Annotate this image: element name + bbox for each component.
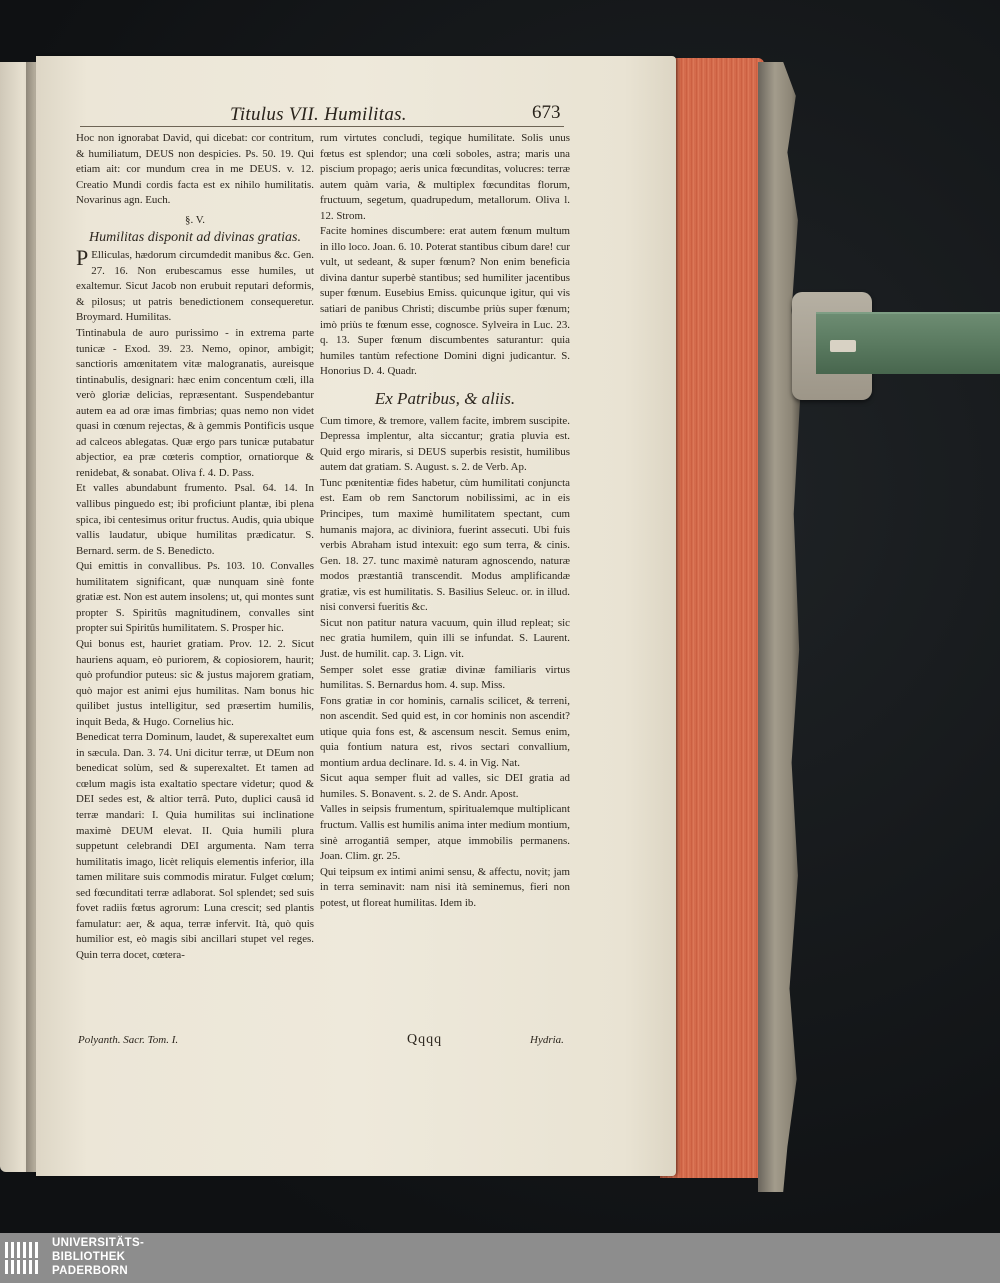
- paragraph: Sicut non patitur natura vacuum, quin illud repleat; sic nec gratia humilem, quin illi se infundat. S. Laurent. Just. de humilit. cap. 3. Lign. vit.: [320, 616, 570, 660]
- worn-book-cover: [758, 62, 800, 1192]
- paragraph: rum virtutes concludi, tegique humilitate. Solis unus fœtus est splendor; una cœli soboles, astra; maris una piscium propago; aeris unica fœcunditas, volucres: terræ autem quàm varia, & multiplex fœcunditas florum, fructuum, segetum, quadrupedum, metallorum. Oliva l. 12. Strom.: [320, 132, 570, 222]
- drop-cap: P: [76, 245, 89, 271]
- left-text-column: [76, 131, 314, 963]
- catchword: Hydria.: [530, 1034, 564, 1046]
- library-logo-icon: [3, 1238, 43, 1278]
- running-head: Titulus VII. Humilitas.: [230, 104, 407, 125]
- paragraph: Valles in seipsis frumentum, spiritualemque multiplicant fructum. Vallis est humilis anima inter medium montium, sinè arrogantiâ semper, atque immobilis permanens. Joan. Clim. gr. 25.: [320, 803, 570, 863]
- library-footer-bar: [0, 1233, 1000, 1283]
- signature-mark: Qqqq: [407, 1032, 443, 1047]
- section-number: §. V.: [185, 213, 205, 226]
- page-number: 673: [532, 102, 561, 123]
- paragraph: Et valles abundabunt frumento. Psal. 64. 14. In vallibus pinguedo est; ibi proficiunt plantæ, ibi plena spica, ibi centesimus oritur fructus. Audis, quia ubique vallis laudatur, ubique humilitas prædicatur. S. Bernard. serm. de S. Benedicto.: [76, 482, 314, 557]
- paragraph: Sicut aqua semper fluit ad valles, sic DEI gratia ad humiles. S. Bonavent. s. 2. de S. Andr. Apost.: [320, 772, 570, 800]
- library-name-line: PADERBORN: [52, 1265, 128, 1277]
- section-heading: Humilitas disponit ad divinas gratias.: [89, 230, 301, 246]
- paragraph: Facite homines discumbere: erat autem fœnum multum in illo loco. Joan. 6. 10. Poterat stantibus cibum dare! cur vult, ut sedeant, & super fœnum? Non enim beneficia divina dantur superbè stantibus; sed humiliter jacentibus super fœnum. Eusebius Emiss. quicunque igitur, qui vis satiari de panibus Christi; discumbe priùs super fœnum; imò priùs te fœnum esse, cognosce. Sylveira in Luc. 23. q. 13. Super fœnum discumbentes saturantur: quia humiles tantùm refectione Domini digni judicantur. S. Honorius D. 4. Quadr.: [320, 225, 570, 378]
- fathers-heading: Ex Patribus, & aliis.: [374, 388, 516, 408]
- head-rule: [80, 126, 564, 127]
- library-name: [52, 1236, 144, 1278]
- library-name-line: BIBLIOTHEK: [52, 1251, 126, 1263]
- library-name-line: UNIVERSITÄTS-: [52, 1237, 145, 1249]
- paragraph: Fons gratiæ in cor hominis, carnalis scilicet, & terreni, non ascendit. Sed quid est, in cor hominis non ascendit? utique quia fons est, & ascensum nescit. Semus enim, quia fontium natura est, rivos sectari convallium, montium ardua declinare. Id. s. 4. in Vig. Nat.: [320, 694, 570, 769]
- paragraph: Tunc pœnitentiæ fides habetur, cùm humilitati conjuncta est. Eam ob rem Sanctorum nobilissimi, ac in eis Principes, tum maximè humilitatem spectant, cum humanis majora, ac diviniora, fuerint assecuti. Ubi fuis verbis Abraham istud intexuit: ego sum terra, & cinis. Gen. 18. 27. tunc maximè naturam agnoscendo, naturæ modos præstantiâ transcendit. Modus amplificandæ gratiæ, vis est humilitatis. S. Basilius Seleuc. or. in illud. nisi conversi fueritis &c.: [320, 476, 570, 614]
- paragraph: Cum timore, & tremore, vallem facite, imbrem suscipite. Depressa implentur, alta siccantur; gratia pluvia est. Quid ergo miraris, si DEUS superbis resistit, humilibus autem dat gratiam. S. August. s. 2. de Verb. Ap.: [320, 414, 570, 474]
- right-text-column: [320, 131, 570, 911]
- paragraph: Tintinabula de auro purissimo - in extrema parte tunicæ - Exod. 39. 23. Nemo, opinor, ambigit; sanctioris amœnitatem vitæ malogranatis, aureisque tintinabulis, designari: hæc enim concentum cœli, illa verò gloriæ delicias, repræsentant. Suspendebantur autem ea ad oræ imas fimbrias; quas nemo non videt quasi in cœnum rejectas, & à gemmis Pontificis usque ad calceos ablegatas. Quæ ergo pars tunicæ putabatur abjectior, ea præ cœteris comptior, ornatiorque & renidebat, & sonabat. Oliva f. 4. D. Pass.: [76, 327, 314, 479]
- paragraph: Qui teipsum ex intimi animi sensu, & affectu, novit; jam in terra seminavit: nam nisi ità seminemus, fieri non potest, ut floreat humilitas. Idem ib.: [320, 865, 570, 909]
- paragraph: Qui emittis in convallibus. Ps. 103. 10. Convalles humilitatem significant, quæ nunquam sinè fonte gratiæ est. Non est autem insolens; ut, qui montes sunt propter S. Spiritûs magnitudinem, convalles sint propter sui Spiritûs humilitatem. S. Prosper hic.: [76, 560, 314, 635]
- paragraph: Qui bonus est, hauriet gratiam. Prov. 12. 2. Sicut hauriens aquam, eò puriorem, & copiosiorem, haurit; quò profundior puteus: sic & justus majorem gratiam, quò major est animi ejus humilitas. Nam bonus hic quilibet justus intelligitur, sed præsertim humilis, inquit Beda, & Hugo. Cornelius hic.: [76, 637, 314, 728]
- footer-volume-line: Polyanth. Sacr. Tom. I.: [78, 1034, 179, 1046]
- paragraph-text: Elliculas, hædorum circumdedit manibus &c. Gen. 27. 16. Non erubescamus esse humiles, ut exaltemur. Sicut Jacob non erubuit reputari deformis, & pilosus; ut patris benedictionem consequeretur. Broymard. Humilitas.: [76, 249, 314, 324]
- paragraph: Semper solet esse gratiæ divinæ familiaris virtus humilitas. S. Bernardus hom. 4. sup. Miss.: [320, 663, 570, 692]
- paragraph: Hoc non ignorabat David, qui dicebat: cor contritum, & humiliatum, DEUS non despicies. Ps. 50. 19. Qui etiam ait: cor mundum crea in me DEUS. v. 12. Creatio Mundi cordis facta est ex nihilo humilitatis. Novarinus agn. Euch.: [76, 132, 314, 207]
- paragraph: Benedicat terra Dominum, laudet, & superexaltet eum in sæcula. Dan. 3. 74. Uni dicitur terræ, ut DEum non benedicat solùm, sed & superexaltet. Et tamen ad cœlum magis ista exaltatio spectare videtur; quod & DEI sedes est, & altior terrâ. Puto, duplici causâ id terræ mandari: I. Quia humilitas sui inclinatione maximè DEUM elevat. II. Quia humili plura suppetunt celebrandi DEI argumenta. Nam terra humilitatis imago, licèt reliquis elementis inferior, illa tamen militare suis commodis miratur. Fulget cœlum; sed fœcunditati terræ adlaborat. Sol splendet; sed suis fovet radiis fœtus agrorum: Luna crescit; sed plantis famulatur: aer, & aqua, terræ infervit. Ità, quò quis humilior est, eò magis sibi ancillari stupet vel reges. Quin terra docet, cœtera-: [76, 731, 314, 961]
- paragraph: [76, 245, 314, 326]
